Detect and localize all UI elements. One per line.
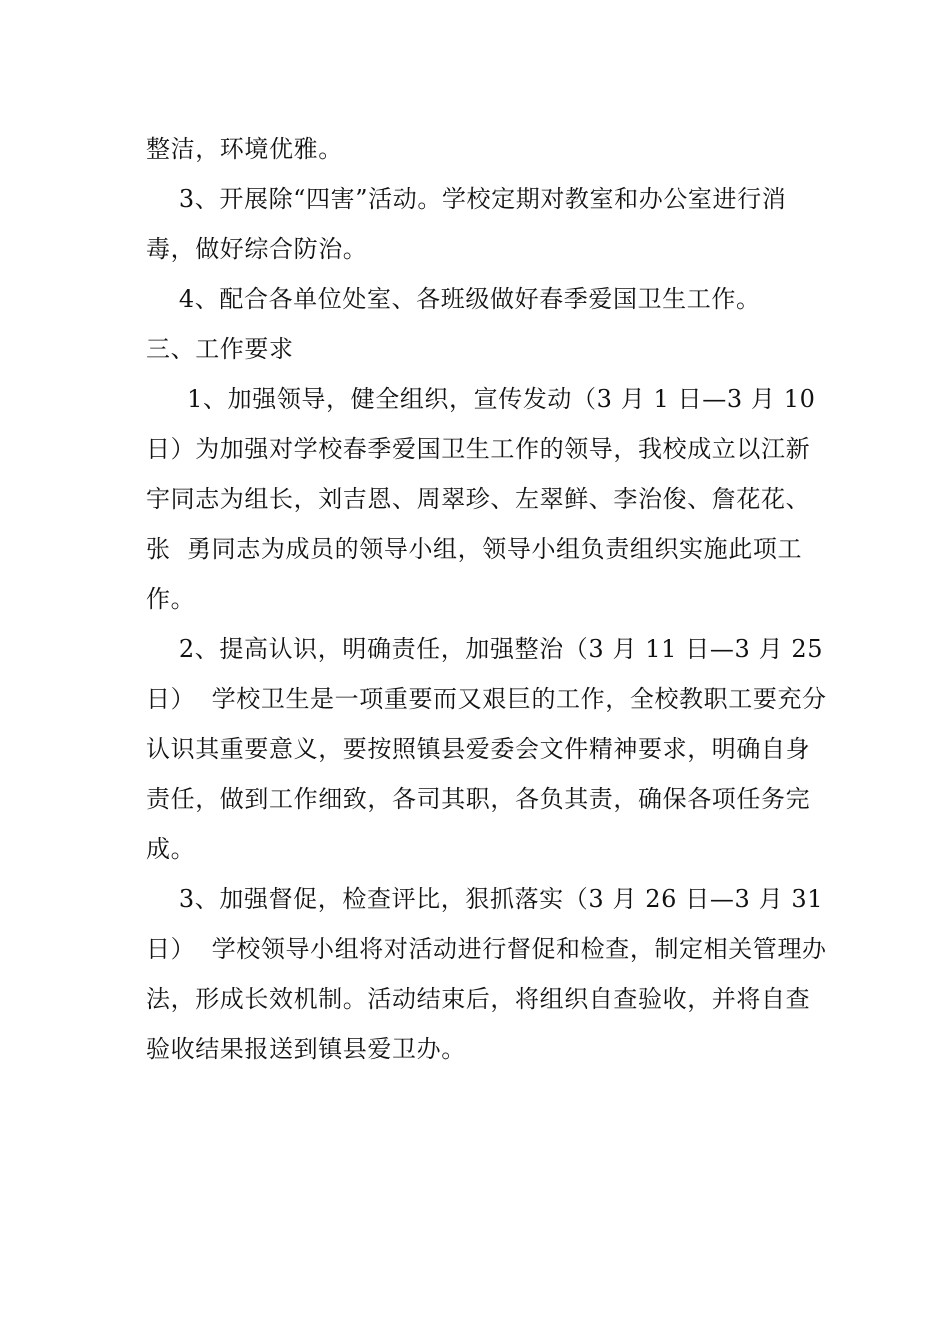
body-text-line: 毒，做好综合防治。 (146, 235, 368, 263)
body-text-line: 日）为加强对学校春季爱国卫生工作的领导，我校成立以江新 (146, 435, 811, 463)
body-text-line: 认识其重要意义，要按照镇县爱委会文件精神要求，明确自身 (146, 735, 811, 763)
body-text-line: 2、提高认识，明确责任，加强整治（3 月 11 日—3 月 25 (146, 635, 824, 663)
body-text-line: 3、开展除“四害”活动。学校定期对教室和办公室进行消 (146, 185, 787, 213)
body-text-line: 日） 学校卫生是一项重要而又艰巨的工作，全校教职工要充分 (146, 685, 827, 713)
body-text-line: 法，形成长效机制。活动结束后，将组织自查验收，并将自查 (146, 985, 811, 1013)
body-text-line: 整洁，环境优雅。 (146, 135, 343, 163)
body-text-line: 作。 (146, 585, 196, 613)
body-text-line: 责任，做到工作细致，各司其职，各负其责，确保各项任务完 (146, 785, 811, 813)
body-text-line: 宇同志为组长，刘吉恩、周翠珍、左翠鲜、李治俊、詹花花、 (146, 485, 811, 513)
body-text-line: 4、配合各单位处室、各班级做好春季爱国卫生工作。 (146, 285, 761, 313)
body-text-line: 3、加强督促，检查评比，狠抓落实（3 月 26 日—3 月 31 (146, 885, 824, 913)
body-text-line: 1、加强领导，健全组织，宣传发动（3 月 1 日—3 月 10 (146, 385, 816, 413)
body-text-line: 张 勇同志为成员的领导小组，领导小组负责组织实施此项工 (146, 535, 803, 563)
body-text-line: 日） 学校领导小组将对活动进行督促和检查，制定相关管理办 (146, 935, 827, 963)
body-text-line: 成。 (146, 835, 196, 863)
body-text-line: 验收结果报送到镇县爱卫办。 (146, 1035, 466, 1063)
section-heading: 三、工作要求 (146, 335, 294, 363)
